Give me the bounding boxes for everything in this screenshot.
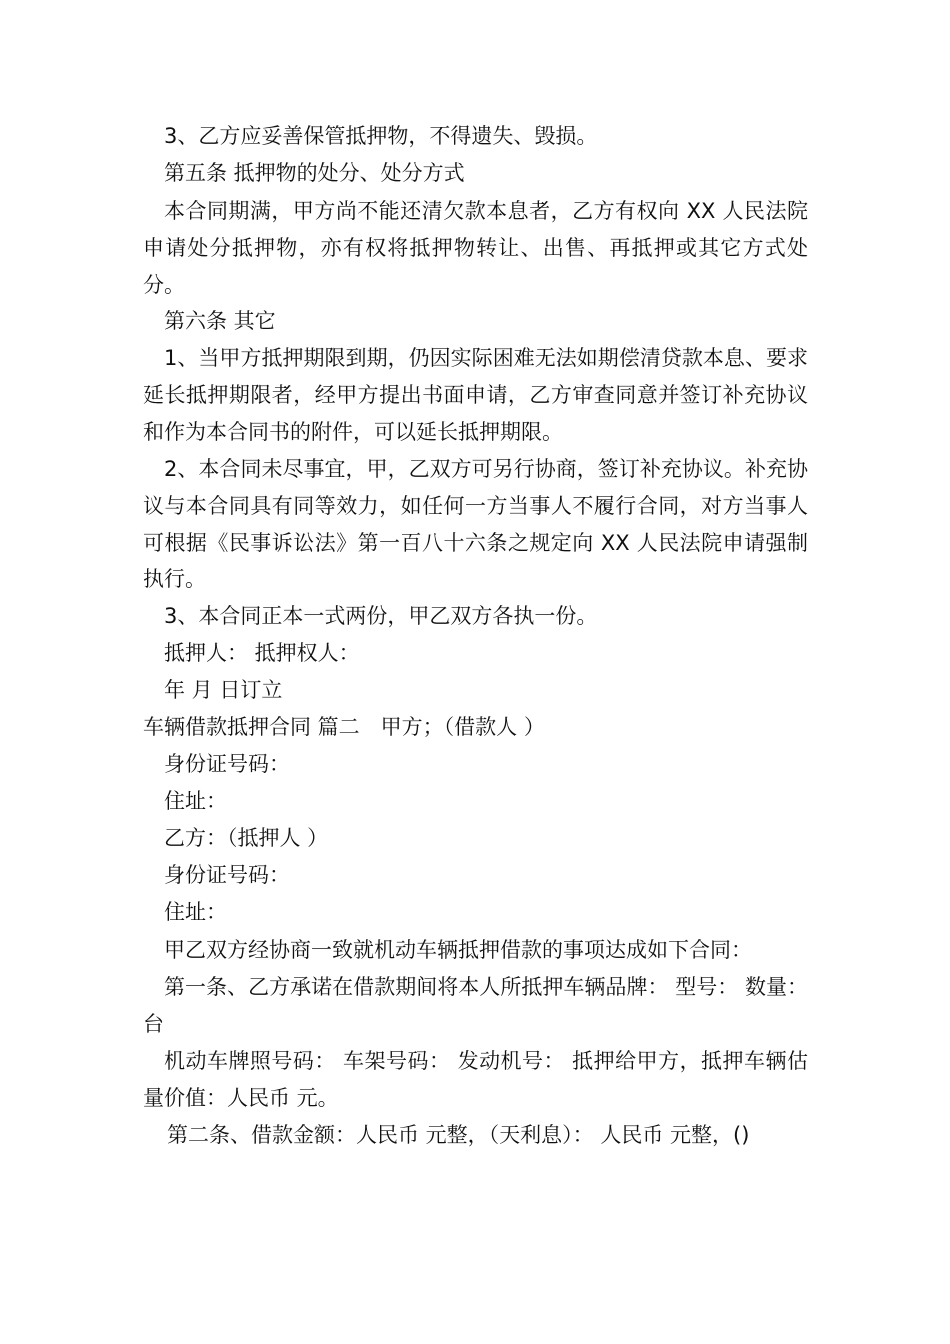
agreement-intro: 甲乙双方经协商一致就机动车辆抵押借款的事项达成如下合同：: [164, 938, 752, 962]
article-6-item-3: 3、本合同正本一式两份，甲乙双方各执一份。: [164, 604, 598, 628]
party-b-id-number: 身份证号码：: [164, 863, 290, 887]
article-5-body: 本合同期满，甲方尚不能还清欠款本息者，乙方有权向 XX 人民法院申请处分抵押物，亦有权将抵押物转让、出售、再抵押或其它方式处分。: [143, 199, 808, 297]
clause-4-item-3: 3、乙方应妥善保管抵押物，不得遗失、毁损。: [164, 124, 598, 148]
party-b-line: 乙方：（抵押人 ）: [164, 826, 329, 850]
date-line: 年 月 日订立: [164, 678, 283, 702]
article-5-heading: 第五条 抵押物的处分、处分方式: [164, 161, 465, 185]
signature-line: 抵押人： 抵押权人：: [164, 641, 360, 665]
article-6-heading: 第六条 其它: [164, 309, 276, 333]
party-b-address: 住址：: [164, 900, 227, 924]
party-a-id-number: 身份证号码：: [164, 752, 290, 776]
article-1-vehicle: 第一条、乙方承诺在借款期间将本人所抵押车辆品牌： 型号： 数量： 台: [143, 975, 808, 1036]
contract-two-title: 车辆借款抵押合同 篇二 甲方；（借款人 ）: [143, 715, 545, 739]
article-6-item-2: 2、本合同未尽事宜，甲，乙双方可另行协商，签订补充协议。补充协议与本合同具有同等效力，如任何一方当事人不履行合同，对方当事人可根据《民事诉讼法》第一百八十六条之规定向 XX 人民法院申请强制执行。: [143, 457, 808, 592]
article-2-loan-amount: 第二条、借款金额：人民币 元整，（天利息）： 人民币 元整，(): [167, 1123, 750, 1147]
article-6-item-1: 1、当甲方抵押期限到期，仍因实际困难无法如期偿清贷款本息、要求延长抵押期限者，经甲方提出书面申请，乙方审查同意并签订补充协议和作为本合同书的附件，可以延长抵押期限。: [143, 346, 808, 444]
article-1-vehicle-details: 机动车牌照号码： 车架号码： 发动机号： 抵押给甲方，抵押车辆估量价值：人民币 元。: [143, 1049, 808, 1110]
party-a-address: 住址：: [164, 789, 227, 813]
